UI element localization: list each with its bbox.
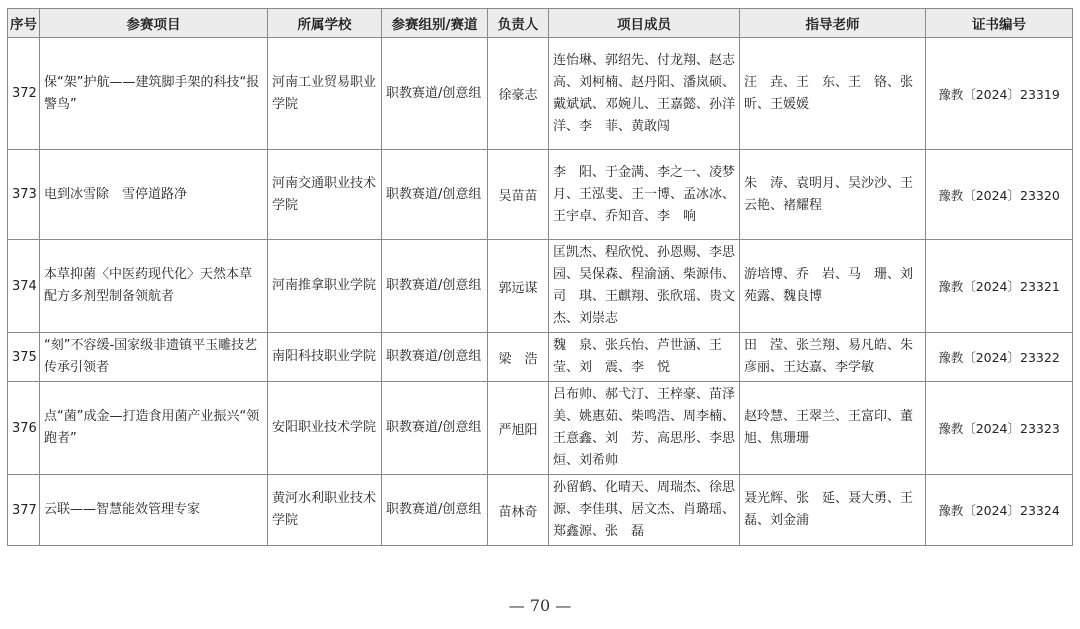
advisor-list: 汪 垚、王 东、王 铬、张 昕、王媛媛: [740, 38, 926, 150]
member-list: 李 阳、于金满、李之一、凌梦月、王泓斐、王一博、孟冰冰、王宇卓、乔知音、李 响: [549, 150, 740, 240]
header-school: 所属学校: [268, 9, 382, 38]
advisor-list: 游培博、乔 岩、马 珊、刘苑露、魏良博: [740, 240, 926, 333]
school-name: 黄河水利职业技术学院: [268, 475, 382, 546]
certificate-number: 豫教〔2024〕23322: [926, 333, 1073, 382]
header-track: 参赛组别/赛道: [382, 9, 488, 38]
school-name: 河南工业贸易职业学院: [268, 38, 382, 150]
table-row: [8, 382, 1073, 475]
table-header: [8, 9, 1073, 38]
row-number: 372: [8, 38, 40, 150]
project-name: 保“架”护航——建筑脚手架的科技“报警鸟”: [40, 38, 268, 150]
table-row: [8, 475, 1073, 546]
track-name: 职教赛道/创意组: [382, 333, 488, 382]
track-name: 职教赛道/创意组: [382, 38, 488, 150]
track-name: 职教赛道/创意组: [382, 240, 488, 333]
table-body: [8, 38, 1073, 546]
leader-name: 徐豪志: [488, 38, 549, 150]
school-name: 河南交通职业技术学院: [268, 150, 382, 240]
advisor-list: 田 滢、张兰翔、易凡皓、朱彦丽、王达嘉、李学敏: [740, 333, 926, 382]
header-no: 序号: [8, 9, 40, 38]
header-project: 参赛项目: [40, 9, 268, 38]
row-number: 376: [8, 382, 40, 475]
project-name: 电到冰雪除 雪停道路净: [40, 150, 268, 240]
header-leader: 负责人: [488, 9, 549, 38]
track-name: 职教赛道/创意组: [382, 382, 488, 475]
project-name: 本草抑菌〈中医药现代化〉天然本草配方多剂型制备领航者: [40, 240, 268, 333]
school-name: 南阳科技职业学院: [268, 333, 382, 382]
certificate-number: 豫教〔2024〕23319: [926, 38, 1073, 150]
advisor-list: 赵玲慧、王翠兰、王富印、董 旭、焦珊珊: [740, 382, 926, 475]
track-name: 职教赛道/创意组: [382, 475, 488, 546]
award-table: [7, 8, 1073, 546]
certificate-number: 豫教〔2024〕23320: [926, 150, 1073, 240]
header-advisors: 指导老师: [740, 9, 926, 38]
header-cert: 证书编号: [926, 9, 1073, 38]
table-row: [8, 240, 1073, 333]
header-row: [8, 9, 1073, 38]
project-name: 点“菌”成金—打造食用菌产业振兴“领跑者”: [40, 382, 268, 475]
advisor-list: 朱 涛、袁明月、吴沙沙、王云艳、褚耀程: [740, 150, 926, 240]
project-name: 云联——智慧能效管理专家: [40, 475, 268, 546]
leader-name: 梁 浩: [488, 333, 549, 382]
row-number: 377: [8, 475, 40, 546]
member-list: 匡凯杰、程欣悦、孙恩赐、李思园、吴保森、程渝涵、柴源伟、司 琪、王麒翔、张欣瑶、贵文杰、刘崇志: [549, 240, 740, 333]
table-row: [8, 150, 1073, 240]
member-list: 连怡琳、郭绍先、付龙翔、赵志高、刘柯楠、赵丹阳、潘岚硕、戴斌斌、邓婉儿、王嘉懿、孙洋洋、李 菲、黄敢闯: [549, 38, 740, 150]
row-number: 374: [8, 240, 40, 333]
page-number: — 70 —: [508, 596, 572, 615]
table-row: [8, 333, 1073, 382]
advisor-list: 聂光辉、张 延、聂大勇、王 磊、刘金浦: [740, 475, 926, 546]
table-row: [8, 38, 1073, 150]
member-list: 魏 泉、张兵怡、芦世涵、王 莹、刘 震、李 悦: [549, 333, 740, 382]
certificate-number: 豫教〔2024〕23324: [926, 475, 1073, 546]
school-name: 安阳职业技术学院: [268, 382, 382, 475]
member-list: 吕布帅、郝弋汀、王梓豪、苗泽美、姚惠茹、柴鸣浩、周李楠、王意鑫、刘 芳、高思彤、李思烜、刘希帅: [549, 382, 740, 475]
leader-name: 吴苗苗: [488, 150, 549, 240]
certificate-number: 豫教〔2024〕23321: [926, 240, 1073, 333]
school-name: 河南推拿职业学院: [268, 240, 382, 333]
member-list: 孙留鹤、化晴天、周瑞杰、徐思源、李佳琪、居文杰、肖璐瑶、郑鑫源、张 磊: [549, 475, 740, 546]
header-members: 项目成员: [549, 9, 740, 38]
row-number: 375: [8, 333, 40, 382]
leader-name: 严旭阳: [488, 382, 549, 475]
certificate-number: 豫教〔2024〕23323: [926, 382, 1073, 475]
track-name: 职教赛道/创意组: [382, 150, 488, 240]
leader-name: 苗林奇: [488, 475, 549, 546]
project-name: “刻”不容缓-国家级非遗镇平玉雕技艺传承引领者: [40, 333, 268, 382]
row-number: 373: [8, 150, 40, 240]
leader-name: 郭远谋: [488, 240, 549, 333]
